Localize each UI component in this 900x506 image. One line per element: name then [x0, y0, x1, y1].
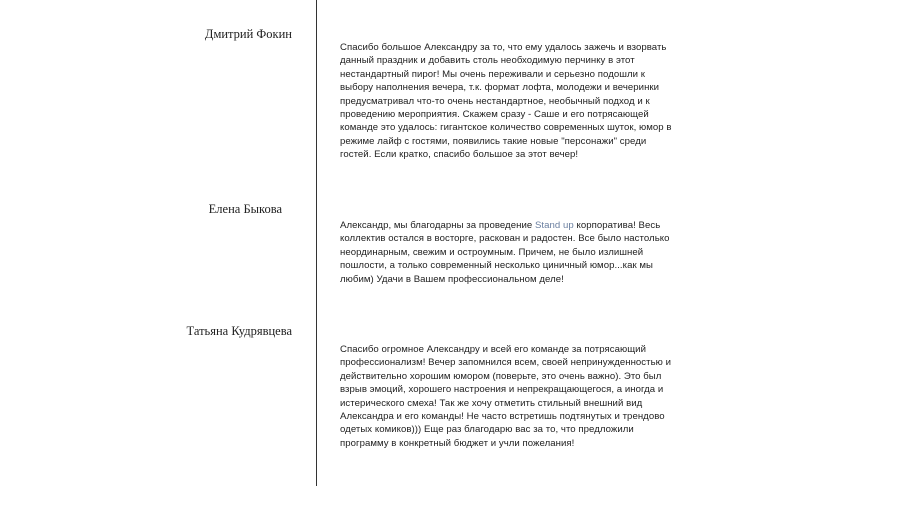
review-text-part: корпоратива! Весь коллектив остался в восторге, раскован и радостен. Все было настолько неординарным, свежим и остроумным. Причем, не было излишней пошлости, а только современный несколько циничный юмор...как мы любим) Удачи в Вашем профессиональном деле! — [340, 220, 670, 285]
review-text: Спасибо огромное Александру и всей его команде за потрясающий профессионализм! Вечер запомнился всем, своей непринужденностью и действительно хорошим юмором (поверьте, это очень важно). Это был взрыв эмоций, хорошего настроения и непрекращающегося, а иногда и истерического смеха! Так же хочу отметить стильный внешний вид Александра и его команды! Не часто встретишь подтянутых и трендово одетых комиков))) Еще раз благодарю вас за то, что предложили программу в конкретный бюджет и учли пожелания! — [340, 344, 672, 449]
vertical-divider — [316, 0, 317, 486]
review-text — [340, 219, 680, 286]
review-author-name: Дмитрий Фокин — [204, 27, 292, 41]
review-text-part: Александр, мы благодарны за проведение — [340, 220, 535, 231]
review-author-name: Елена Быкова — [208, 202, 282, 216]
review-text: Спасибо большое Александру за то, что ему удалось зажечь и взорвать данный праздник и добавить столь необходимую перчинку в этот нестандартный пирог! Мы очень переживали и серьезно подошли к выбору наполнения вечера, т.к. формат лофта, молодежи и вечеринки предусматривал что-то очень нестандартное, необычный подход и к проведению мероприятия. Скажем сразу - Саше и его потрясающей команде это удалось: гигантское количество современных шуток, юмор в режиме лайф с гостями, появились такие новые "персонажи" среди гостей. Если кратко, спасибо большое за этот вечер! — [340, 42, 672, 161]
review-author-name: Татьяна Кудрявцева — [186, 324, 292, 338]
stand-up-highlight: Stand up — [534, 220, 574, 231]
